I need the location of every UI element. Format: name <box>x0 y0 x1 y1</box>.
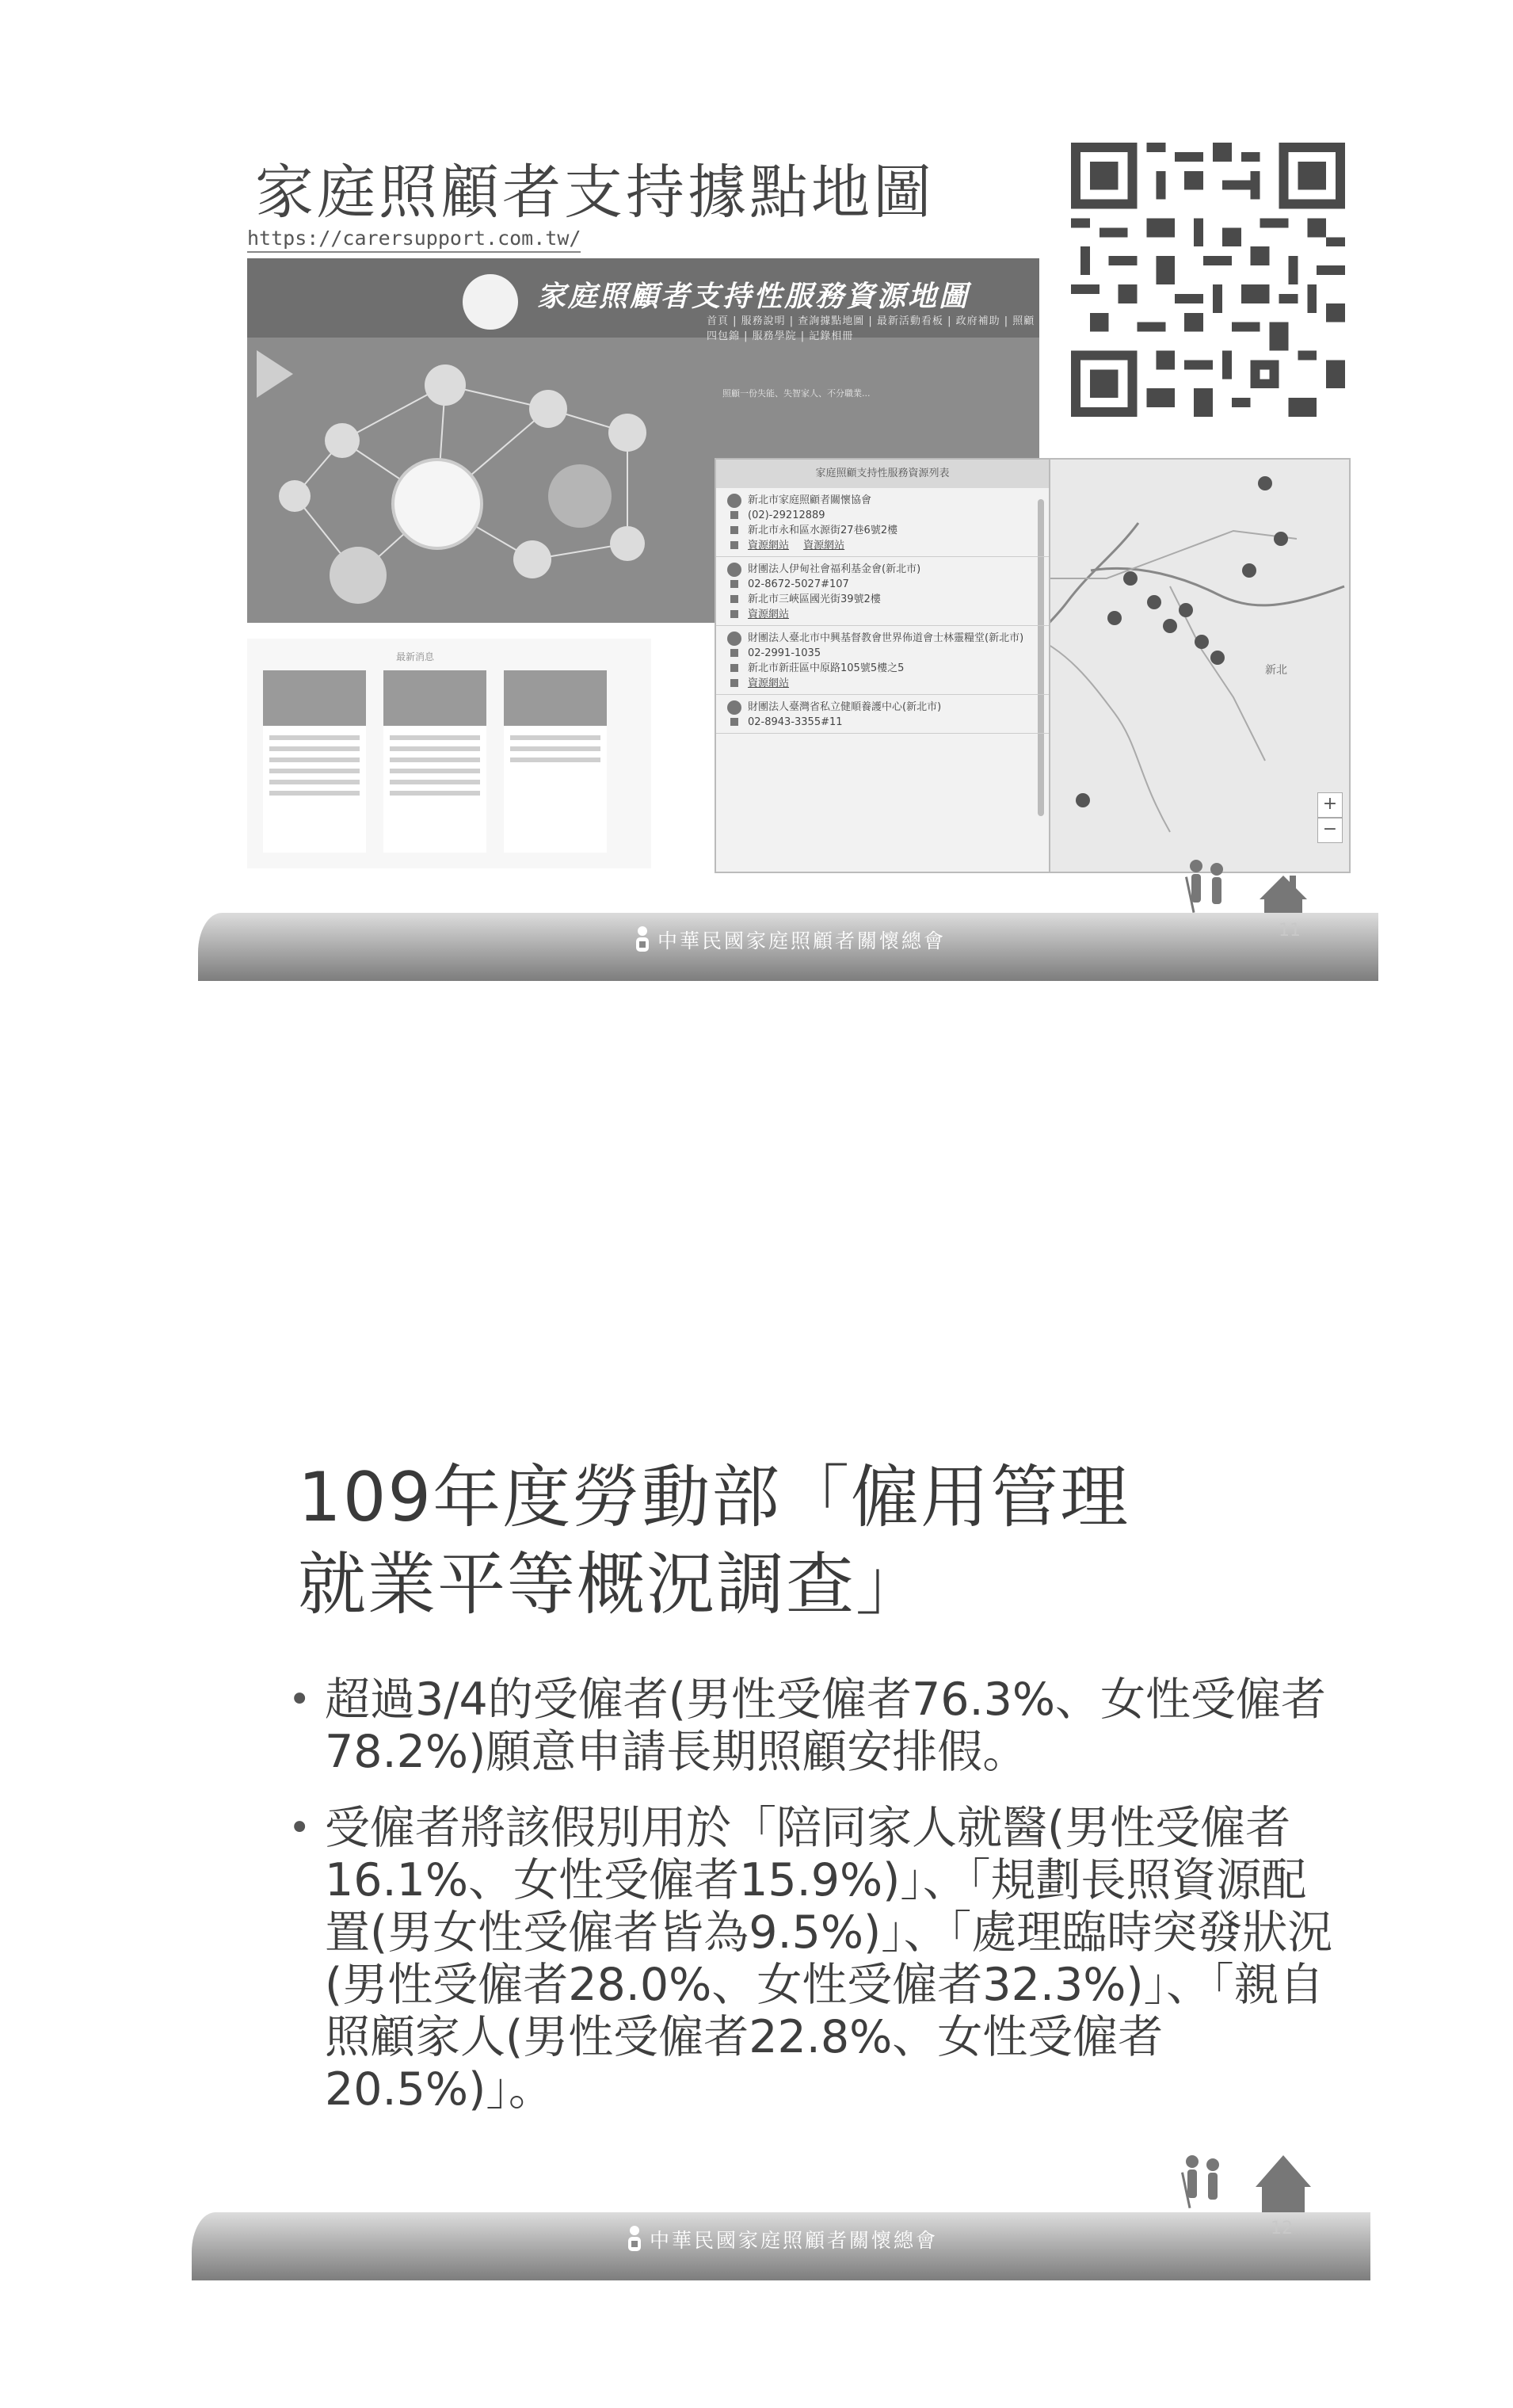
page-number: 11 <box>1279 921 1301 941</box>
resource-link[interactable]: 資源網站 <box>748 540 790 551</box>
site-nav[interactable]: 首頁 | 服務說明 | 查詢據點地圖 | 最新活動看板 | 政府補助 | 照顧四包錦 | 服務學院 | 記錄相冊 <box>707 315 1035 342</box>
resource-link[interactable]: 資源網站 <box>803 540 845 551</box>
resource-name: 新北市家庭照顧者關懷協會 <box>727 493 1041 508</box>
news-thumbnail <box>504 670 607 726</box>
resource-name: 財團法人臺灣省私立健順養護中心(新北市) <box>727 700 1041 715</box>
news-card[interactable] <box>263 670 366 853</box>
zoom-out-button[interactable]: − <box>1317 818 1343 843</box>
bullet-item: • 超過3/4的受僱者(男性受僱者76.3%、女性受僱者78.2%)願意申請長期照顧安排假。 <box>285 1673 1339 1778</box>
resource-list-title: 家庭照顧支持性服務資源列表 <box>716 460 1049 488</box>
news-heading: 最新消息 <box>396 651 435 662</box>
resource-phone: (02)-29212889 <box>727 508 1041 523</box>
org-name: 中華民國家庭照顧者關懷總會 <box>650 2229 939 2252</box>
map-city-label: 新北 <box>1265 663 1287 676</box>
resource-list-item[interactable] <box>716 557 1049 626</box>
news-thumbnail <box>263 670 366 726</box>
resource-list-item[interactable] <box>716 488 1049 557</box>
slide-11 <box>0 0 1513 983</box>
resource-list-panel <box>715 458 1050 873</box>
news-thumbnail <box>383 670 486 726</box>
news-card[interactable] <box>383 670 486 853</box>
slide-title <box>298 1454 1130 1628</box>
resource-phone: 02-8672-5027#107 <box>727 577 1041 592</box>
resource-name: 財團法人伊甸社會福利基金會(新北市) <box>727 562 1041 577</box>
resource-address: 新北市永和區水源街27巷6號2樓 <box>727 523 1041 538</box>
bullet-item: • 受僱者將該假別用於「陪同家人就醫(男性受僱者16.1%、女性受僱者15.9%)」、「規劃長照資源配置(男女性受僱者皆為9.5%)」、「處理臨時突發狀況(男性受僱者28.0%、女性受僱者32.3%)」、「親自照顧家人(男性受僱者22.8%、女性受僱者20.5%)」。 <box>285 1802 1339 2116</box>
slide-title-line-2: 就業平等概況調查」 <box>298 1545 925 1624</box>
site-title: 家庭照顧者支持性服務資源地圖 <box>537 280 970 313</box>
resource-list-item[interactable] <box>716 626 1049 695</box>
bullet-list <box>285 1673 1339 2139</box>
resource-link[interactable]: 資源網站 <box>748 677 790 689</box>
org-logo-icon <box>626 2225 643 2253</box>
website-url[interactable]: https://carersupport.com.tw/ <box>247 227 581 253</box>
org-logo-icon <box>634 925 651 954</box>
qr-code <box>1071 143 1345 417</box>
news-card[interactable] <box>504 670 607 853</box>
resource-link[interactable]: 資源網站 <box>748 609 790 620</box>
page-number: 12 <box>1271 2219 1293 2238</box>
slide-12 <box>0 1236 1513 2377</box>
org-name: 中華民國家庭照顧者關懷總會 <box>657 929 947 952</box>
care-network-illustration <box>247 338 691 623</box>
resource-phone: 02-8943-3355#11 <box>727 715 1041 730</box>
slide-title: 家庭照顧者支持據點地圖 <box>255 158 935 227</box>
resource-address: 新北市三峽區國光街39號2樓 <box>727 592 1041 607</box>
news-panel <box>247 639 651 868</box>
slide-title-line-1: 109年度勞動部「僱用管理 <box>298 1458 1130 1537</box>
resource-phone: 02-2991-1035 <box>727 646 1041 661</box>
zoom-in-button[interactable]: + <box>1317 792 1343 818</box>
resource-name: 財團法人臺北市中興基督教會世界佈道會士林靈糧堂(新北市) <box>727 631 1041 646</box>
resource-address: 新北市新莊區中原路105號5樓之5 <box>727 661 1041 676</box>
site-intro-text: 照顧一份失能、失智家人、不分職業... <box>722 388 871 399</box>
resource-list-item[interactable] <box>716 695 1049 734</box>
site-logo-icon <box>463 274 518 330</box>
